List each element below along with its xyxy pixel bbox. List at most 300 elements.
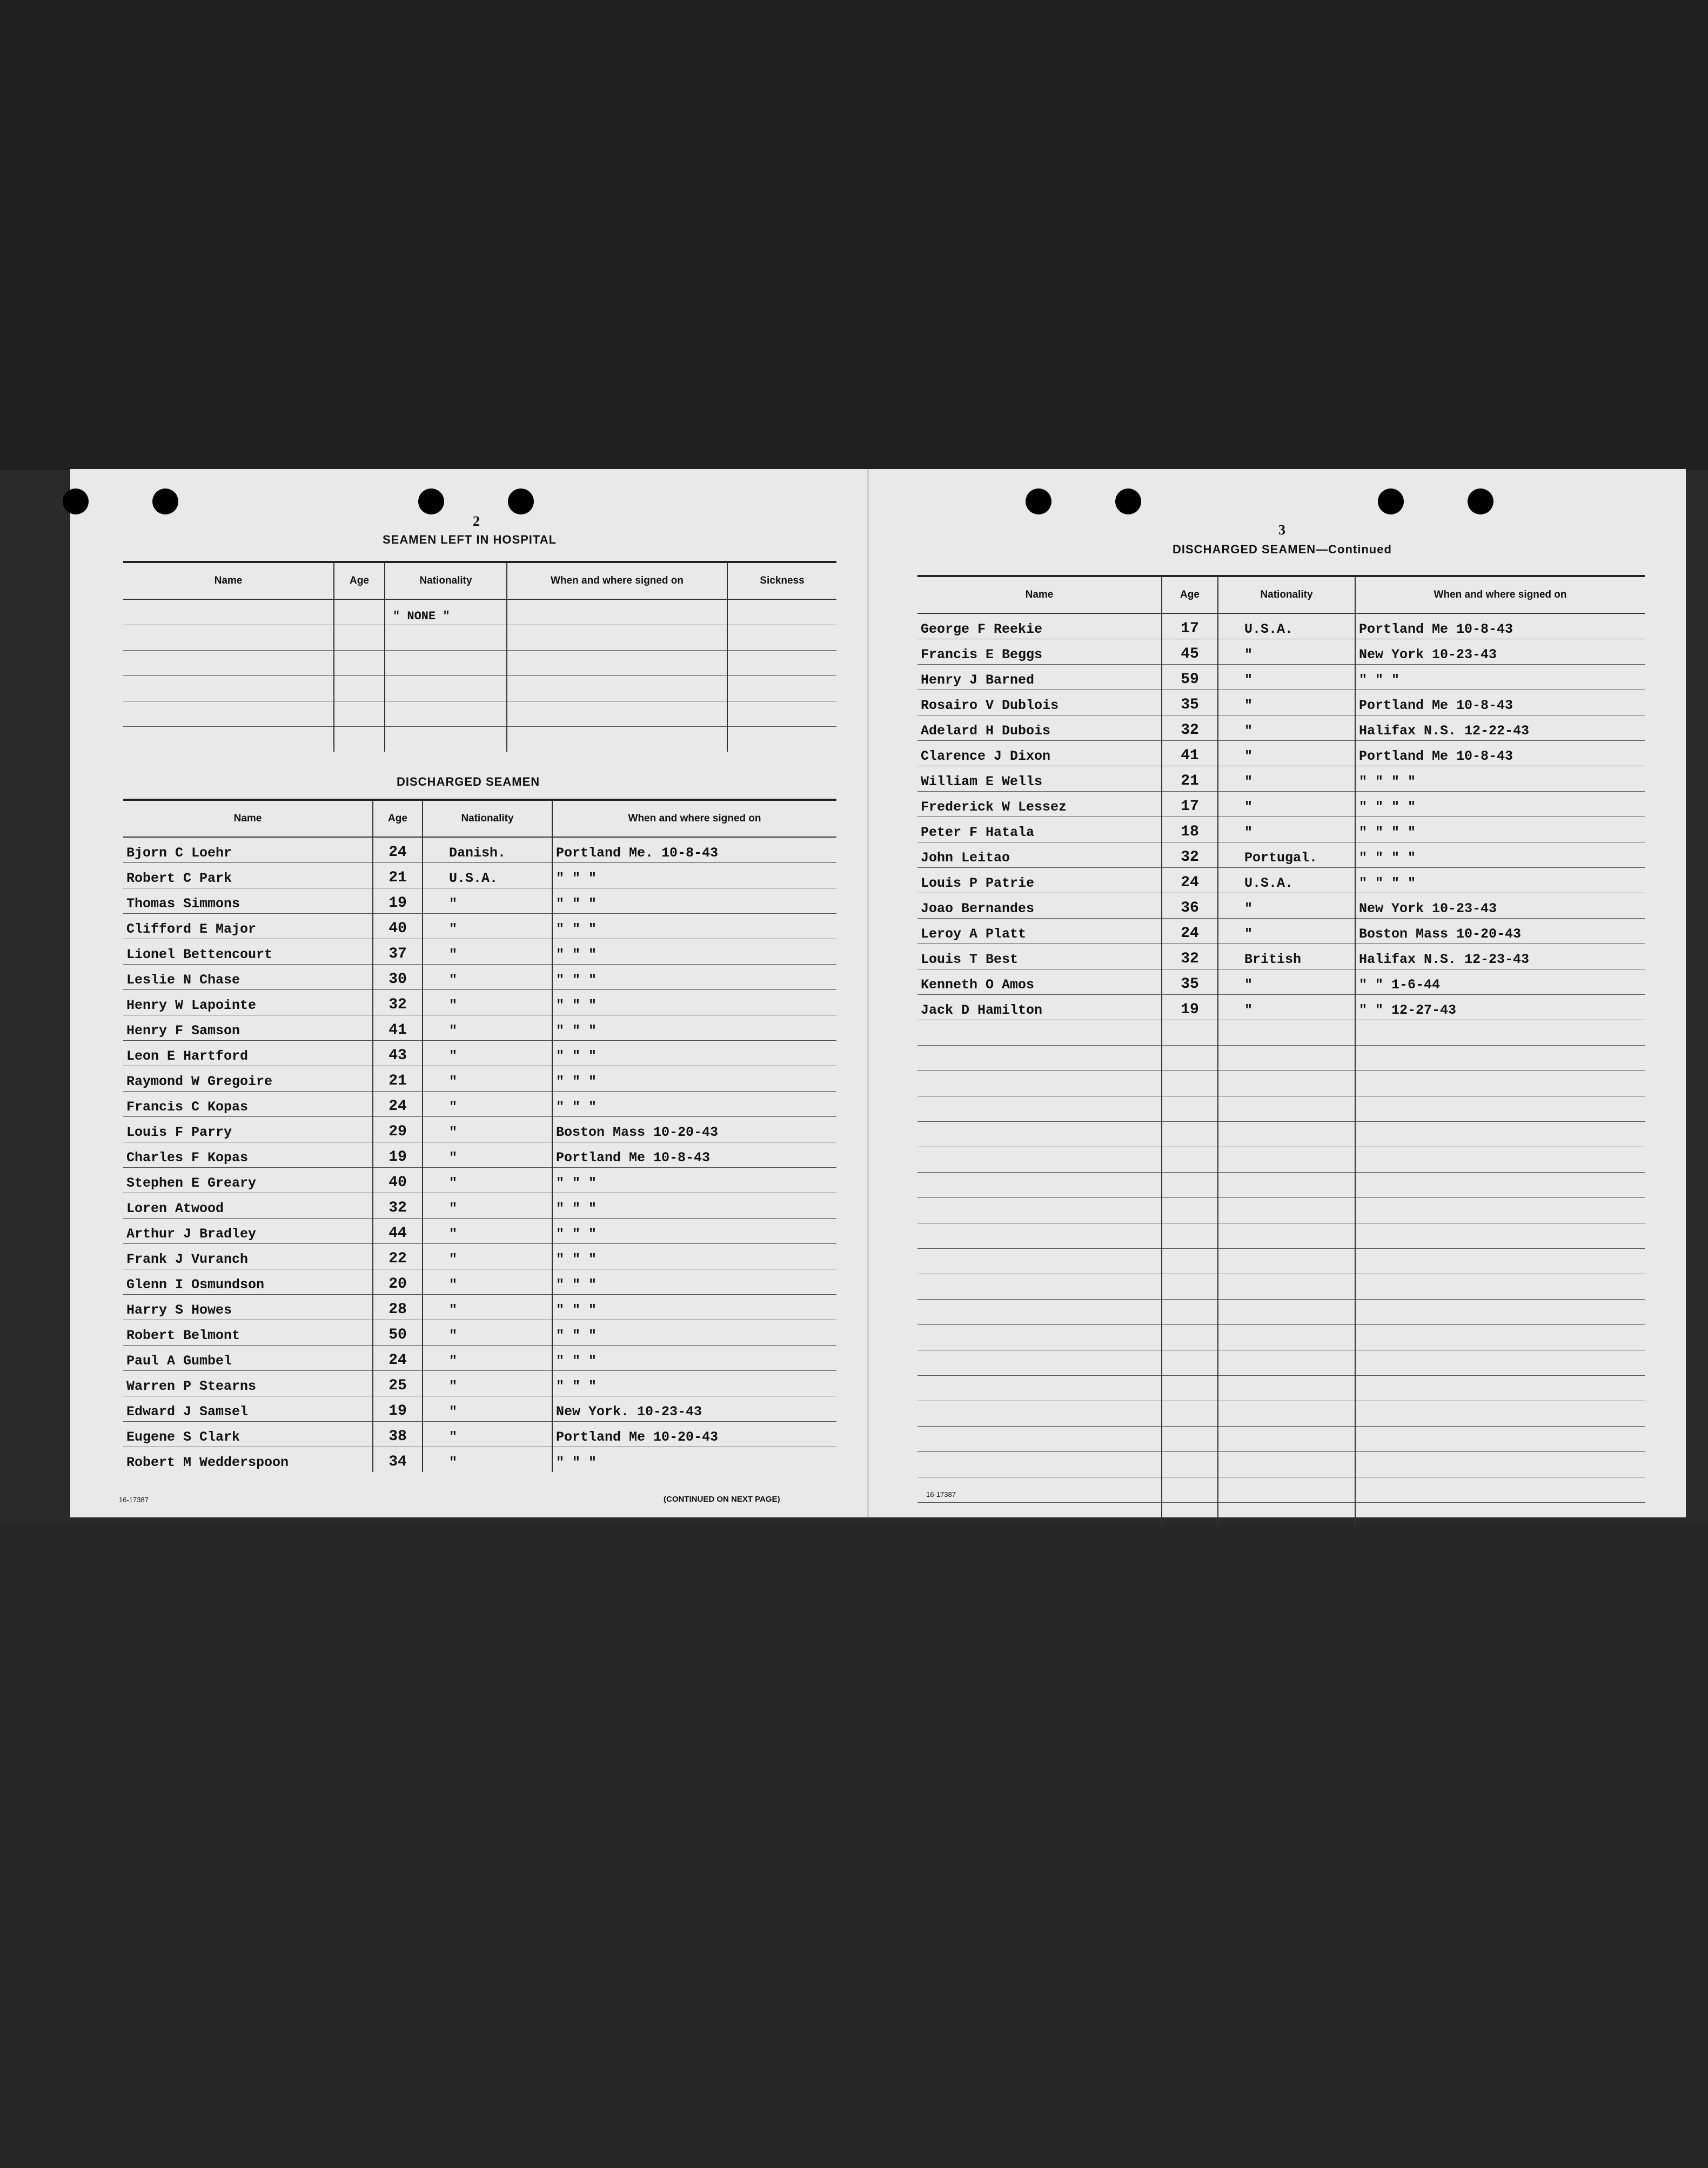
table-row: [123, 625, 836, 651]
cell-name: [917, 1503, 1162, 1528]
cell-age: 17: [1162, 792, 1218, 817]
col-header-age: Age: [1162, 576, 1218, 613]
col-header-signed-on: When and where signed on: [507, 562, 727, 599]
cell-age: 19: [373, 1142, 423, 1168]
cell-nationality: ": [1218, 995, 1355, 1020]
table-row: [917, 690, 1645, 715]
table-row: [123, 1117, 836, 1142]
table-row: [123, 1142, 836, 1168]
none-entry: " NONE ": [385, 599, 507, 625]
table-row: [123, 888, 836, 914]
cell-nationality: ": [423, 914, 552, 939]
table-row: [917, 1503, 1645, 1528]
cell-name: Paul A Gumbel: [123, 1346, 373, 1371]
cell-name: Lionel Bettencourt: [123, 939, 373, 965]
punch-hole-icon: [63, 489, 89, 514]
cell-name: [917, 1020, 1162, 1046]
table-row: [123, 1320, 836, 1346]
cell-signed-on: " " 12-27-43: [1355, 995, 1645, 1020]
cell-nationality: ": [1218, 690, 1355, 715]
cell-name: Henry J Barned: [917, 665, 1162, 690]
cell-name: Robert C Park: [123, 863, 373, 888]
continued-note: (CONTINUED ON NEXT PAGE): [664, 1495, 780, 1504]
punch-hole-icon: [508, 489, 534, 514]
cell-signed-on: Portland Me 10-8-43: [1355, 613, 1645, 639]
cell-nationality: ": [1218, 893, 1355, 919]
cell-name: [917, 1223, 1162, 1249]
cell-age: 34: [373, 1447, 423, 1473]
cell-signed-on: [1355, 1350, 1645, 1376]
cell-age: 44: [373, 1219, 423, 1244]
table-row: [123, 1346, 836, 1371]
cell-nationality: ": [423, 1320, 552, 1346]
table-row: [917, 817, 1645, 842]
cell-signed-on: [1355, 1020, 1645, 1046]
cell-signed-on: " " " ": [1355, 842, 1645, 868]
cell-signed-on: [1355, 1452, 1645, 1477]
cell-name: Leon E Hartford: [123, 1041, 373, 1066]
table-row: [123, 863, 836, 888]
cell-name: [917, 1325, 1162, 1350]
cell-nationality: [1218, 1325, 1355, 1350]
cell-signed-on: " " ": [552, 1193, 836, 1219]
cell-name: Louis F Parry: [123, 1117, 373, 1142]
punch-hole-icon: [1468, 489, 1493, 514]
cell-age: [1162, 1223, 1218, 1249]
cell-nationality: ": [423, 1117, 552, 1142]
cell-age: [1162, 1274, 1218, 1300]
cell-age: 41: [373, 1015, 423, 1041]
cell-age: 28: [373, 1295, 423, 1320]
cell-name: [917, 1300, 1162, 1325]
col-header-name: Name: [214, 575, 243, 586]
cell-signed-on: Portland Me. 10-8-43: [552, 837, 836, 863]
cell-age: 32: [373, 990, 423, 1015]
hospital-title: SEAMEN LEFT IN HOSPITAL: [383, 533, 557, 546]
cell-nationality: ": [1218, 919, 1355, 944]
table-row: [917, 1477, 1645, 1503]
cell-signed-on: [1355, 1046, 1645, 1071]
cell-signed-on: [1355, 1325, 1645, 1350]
cell-name: Clarence J Dixon: [917, 741, 1162, 766]
page-right: [869, 469, 1686, 1517]
cell-age: 32: [1162, 944, 1218, 969]
table-row: [917, 792, 1645, 817]
col-header-name: Name: [233, 813, 262, 824]
cell-name: Joao Bernandes: [917, 893, 1162, 919]
cell-signed-on: " " ": [552, 914, 836, 939]
cell-age: 18: [1162, 817, 1218, 842]
cell-name: Robert Belmont: [123, 1320, 373, 1346]
cell-name: Glenn I Osmundson: [123, 1269, 373, 1295]
table-row: [123, 1447, 836, 1473]
cell-age: 32: [373, 1193, 423, 1219]
cell-signed-on: [1355, 1477, 1645, 1503]
cell-nationality: ": [423, 1396, 552, 1422]
cell-nationality: ": [423, 1219, 552, 1244]
cell-age: 30: [373, 965, 423, 990]
cell-name: Francis C Kopas: [123, 1092, 373, 1117]
cell-signed-on: Halifax N.S. 12-22-43: [1355, 715, 1645, 741]
table-row: [123, 1396, 836, 1422]
table-row: [917, 995, 1645, 1020]
table-row: [123, 1371, 836, 1396]
cell-age: 17: [1162, 613, 1218, 639]
table-row: [123, 1244, 836, 1269]
cell-nationality: ": [1218, 969, 1355, 995]
cell-signed-on: " " ": [552, 1168, 836, 1193]
cell-age: 19: [1162, 995, 1218, 1020]
cell-name: [917, 1071, 1162, 1096]
table-row: [917, 1350, 1645, 1376]
cell-nationality: [1218, 1427, 1355, 1452]
table-row: [123, 1422, 836, 1447]
cell-signed-on: " " ": [552, 1015, 836, 1041]
cell-signed-on: " " ": [552, 1269, 836, 1295]
cell-age: 40: [373, 1168, 423, 1193]
table-row: [123, 1295, 836, 1320]
cell-name: [917, 1096, 1162, 1122]
table-row: [123, 1041, 836, 1066]
cell-signed-on: " " ": [552, 863, 836, 888]
cell-nationality: U.S.A.: [423, 863, 552, 888]
table-row: [917, 1122, 1645, 1147]
cell-name: Harry S Howes: [123, 1295, 373, 1320]
cell-name: John Leitao: [917, 842, 1162, 868]
cell-signed-on: " " ": [552, 990, 836, 1015]
cell-nationality: [1218, 1249, 1355, 1274]
cell-signed-on: [1355, 1223, 1645, 1249]
table-row: [123, 1015, 836, 1041]
cell-signed-on: " " " ": [1355, 817, 1645, 842]
cell-nationality: U.S.A.: [1218, 868, 1355, 893]
cell-signed-on: [1355, 1071, 1645, 1096]
cell-nationality: ": [423, 888, 552, 914]
cell-name: [917, 1046, 1162, 1071]
cell-nationality: U.S.A.: [1218, 613, 1355, 639]
cell-signed-on: Boston Mass 10-20-43: [552, 1117, 836, 1142]
cell-signed-on: " " ": [552, 965, 836, 990]
cell-nationality: [1218, 1147, 1355, 1173]
cell-signed-on: [1355, 1147, 1645, 1173]
punch-hole-icon: [1378, 489, 1404, 514]
cell-age: 21: [373, 1066, 423, 1092]
cell-nationality: ": [423, 1447, 552, 1473]
cell-age: [1162, 1147, 1218, 1173]
cell-name: [917, 1350, 1162, 1376]
cell-name: Eugene S Clark: [123, 1422, 373, 1447]
cell-signed-on: [1355, 1198, 1645, 1223]
cell-nationality: [1218, 1300, 1355, 1325]
table-row: [917, 944, 1645, 969]
cell-signed-on: " " ": [552, 1041, 836, 1066]
page-left: [70, 469, 869, 1517]
punch-hole-icon: [418, 489, 444, 514]
cell-signed-on: " " " ": [1355, 766, 1645, 792]
cell-signed-on: Boston Mass 10-20-43: [1355, 919, 1645, 944]
cell-nationality: ": [1218, 817, 1355, 842]
col-header-sickness: Sickness: [727, 562, 836, 599]
cell-name: [917, 1376, 1162, 1401]
cell-name: Frederick W Lessez: [917, 792, 1162, 817]
cell-name: Leslie N Chase: [123, 965, 373, 990]
cell-name: [917, 1147, 1162, 1173]
cell-signed-on: [1355, 1376, 1645, 1401]
table-row: [123, 939, 836, 965]
discharged-title: DISCHARGED SEAMEN: [397, 775, 540, 788]
table-row: [917, 1427, 1645, 1452]
table-row: [123, 1269, 836, 1295]
cell-age: [1162, 1376, 1218, 1401]
cell-name: [917, 1198, 1162, 1223]
table-row: [917, 893, 1645, 919]
cell-age: 36: [1162, 893, 1218, 919]
form-code: 16-17387: [119, 1496, 149, 1504]
cell-nationality: Portugal.: [1218, 842, 1355, 868]
cell-name: Louis T Best: [917, 944, 1162, 969]
cell-age: [1162, 1173, 1218, 1198]
cell-age: [1162, 1350, 1218, 1376]
cell-signed-on: " " ": [552, 888, 836, 914]
cell-age: 37: [373, 939, 423, 965]
cell-signed-on: Portland Me 10-8-43: [1355, 690, 1645, 715]
cell-name: Raymond W Gregoire: [123, 1066, 373, 1092]
cell-name: [917, 1427, 1162, 1452]
cell-nationality: [1218, 1477, 1355, 1503]
cell-signed-on: " " ": [552, 1092, 836, 1117]
cell-nationality: ": [1218, 665, 1355, 690]
cell-signed-on: Portland Me 10-8-43: [1355, 741, 1645, 766]
cell-signed-on: " " ": [552, 1447, 836, 1473]
cell-signed-on: Portland Me 10-8-43: [552, 1142, 836, 1168]
cell-nationality: ": [423, 1269, 552, 1295]
table-row: [123, 676, 836, 701]
cell-signed-on: " " ": [552, 1244, 836, 1269]
cell-name: Loren Atwood: [123, 1193, 373, 1219]
cell-signed-on: [1355, 1300, 1645, 1325]
cell-signed-on: " " ": [552, 1371, 836, 1396]
cell-nationality: British: [1218, 944, 1355, 969]
cell-signed-on: " " ": [552, 1346, 836, 1371]
table-row: [917, 1020, 1645, 1046]
cell-signed-on: " " ": [552, 1219, 836, 1244]
table-row: [917, 1071, 1645, 1096]
cell-name: Robert M Wedderspoon: [123, 1447, 373, 1473]
cell-nationality: [1218, 1274, 1355, 1300]
cell-nationality: ": [423, 1168, 552, 1193]
cell-age: 19: [373, 888, 423, 914]
cell-age: [1162, 1427, 1218, 1452]
cell-age: 32: [1162, 842, 1218, 868]
cell-age: 41: [1162, 741, 1218, 766]
cell-nationality: ": [423, 1244, 552, 1269]
table-row: [123, 965, 836, 990]
cell-name: Louis P Patrie: [917, 868, 1162, 893]
table-row: [917, 969, 1645, 995]
cell-signed-on: New York 10-23-43: [1355, 893, 1645, 919]
table-row: [917, 1452, 1645, 1477]
cell-nationality: ": [423, 939, 552, 965]
cell-signed-on: " " 1-6-44: [1355, 969, 1645, 995]
cell-signed-on: " " ": [552, 939, 836, 965]
col-header-name: Name: [1025, 589, 1054, 600]
cell-signed-on: " " " ": [1355, 792, 1645, 817]
cell-name: Francis E Beggs: [917, 639, 1162, 665]
cell-signed-on: Halifax N.S. 12-23-43: [1355, 944, 1645, 969]
cell-age: [1162, 1477, 1218, 1503]
cell-nationality: ": [1218, 792, 1355, 817]
cell-age: 24: [1162, 868, 1218, 893]
cell-age: [1162, 1020, 1218, 1046]
table-row: [123, 727, 836, 752]
cell-name: [917, 1274, 1162, 1300]
table-row: [917, 1046, 1645, 1071]
discharged-table: [123, 799, 836, 1472]
cell-nationality: ": [423, 1015, 552, 1041]
cell-age: [1162, 1046, 1218, 1071]
cell-signed-on: New York 10-23-43: [1355, 639, 1645, 665]
cell-name: Arthur J Bradley: [123, 1219, 373, 1244]
cell-age: 45: [1162, 639, 1218, 665]
cell-name: Henry W Lapointe: [123, 990, 373, 1015]
page-number: 2: [473, 513, 480, 529]
cell-age: [1162, 1198, 1218, 1223]
cell-nationality: [1218, 1401, 1355, 1427]
cell-nationality: ": [423, 1371, 552, 1396]
punch-hole-icon: [1026, 489, 1051, 514]
cell-name: [917, 1452, 1162, 1477]
cell-nationality: ": [423, 1295, 552, 1320]
col-header-signed-on: When and where signed on: [552, 800, 836, 837]
cell-nationality: ": [1218, 741, 1355, 766]
cell-signed-on: " " ": [552, 1066, 836, 1092]
cell-nationality: ": [423, 965, 552, 990]
table-row: [123, 1168, 836, 1193]
cell-age: 32: [1162, 715, 1218, 741]
table-row: [917, 919, 1645, 944]
cell-name: Rosairo V Dublois: [917, 690, 1162, 715]
cell-age: [1162, 1503, 1218, 1528]
punch-hole-icon: [1115, 489, 1141, 514]
cell-signed-on: [1355, 1503, 1645, 1528]
cell-nationality: ": [423, 990, 552, 1015]
col-header-nationality: Nationality: [385, 562, 507, 599]
cell-name: Leroy A Platt: [917, 919, 1162, 944]
cell-name: Warren P Stearns: [123, 1371, 373, 1396]
col-header-signed-on: When and where signed on: [1355, 576, 1645, 613]
cell-age: [1162, 1401, 1218, 1427]
cell-nationality: [1218, 1046, 1355, 1071]
table-row: [917, 766, 1645, 792]
table-row: [917, 665, 1645, 690]
cell-nationality: ": [1218, 766, 1355, 792]
cell-age: [1162, 1452, 1218, 1477]
cell-name: Kenneth O Amos: [917, 969, 1162, 995]
table-row: [917, 715, 1645, 741]
cell-name: Adelard H Dubois: [917, 715, 1162, 741]
cell-name: George F Reekie: [917, 613, 1162, 639]
cell-nationality: ": [423, 1142, 552, 1168]
cell-age: 35: [1162, 690, 1218, 715]
cell-name: Clifford E Major: [123, 914, 373, 939]
table-row: [123, 1193, 836, 1219]
cell-name: Charles F Kopas: [123, 1142, 373, 1168]
cell-nationality: [1218, 1198, 1355, 1223]
cell-age: [1162, 1325, 1218, 1350]
cell-age: 29: [373, 1117, 423, 1142]
table-row: [917, 1401, 1645, 1427]
cell-age: 43: [373, 1041, 423, 1066]
punch-hole-icon: [152, 489, 178, 514]
cell-signed-on: [1355, 1096, 1645, 1122]
cell-signed-on: [1355, 1122, 1645, 1147]
table-row: [123, 651, 836, 676]
col-header-nationality: Nationality: [423, 800, 552, 837]
cell-name: [917, 1249, 1162, 1274]
cell-name: [917, 1173, 1162, 1198]
cell-nationality: [1218, 1452, 1355, 1477]
cell-signed-on: [1355, 1173, 1645, 1198]
cell-name: [917, 1477, 1162, 1503]
table-row: [123, 990, 836, 1015]
cell-nationality: ": [423, 1346, 552, 1371]
form-code: 16-17387: [926, 1490, 956, 1498]
table-row: [917, 1325, 1645, 1350]
cell-nationality: ": [423, 1041, 552, 1066]
table-row: [123, 701, 836, 727]
cell-signed-on: " " " ": [1355, 868, 1645, 893]
page-number: 3: [1278, 522, 1285, 538]
cell-name: Jack D Hamilton: [917, 995, 1162, 1020]
cell-name: [917, 1122, 1162, 1147]
cell-age: 20: [373, 1269, 423, 1295]
cell-name: Edward J Samsel: [123, 1396, 373, 1422]
cell-age: [1162, 1096, 1218, 1122]
cell-age: 25: [373, 1371, 423, 1396]
cell-nationality: [1218, 1122, 1355, 1147]
cell-age: [1162, 1071, 1218, 1096]
table-row: [123, 837, 836, 863]
table-row: [917, 613, 1645, 639]
cell-age: 38: [373, 1422, 423, 1447]
cell-signed-on: [1355, 1401, 1645, 1427]
cell-signed-on: [1355, 1249, 1645, 1274]
cell-nationality: ": [423, 1193, 552, 1219]
cell-name: Frank J Vuranch: [123, 1244, 373, 1269]
cell-age: [1162, 1122, 1218, 1147]
cell-nationality: [1218, 1503, 1355, 1528]
cell-name: Thomas Simmons: [123, 888, 373, 914]
cell-name: William E Wells: [917, 766, 1162, 792]
table-row: [917, 1173, 1645, 1198]
table-row: [917, 868, 1645, 893]
cell-nationality: ": [423, 1066, 552, 1092]
cell-signed-on: " " ": [1355, 665, 1645, 690]
continued-title: DISCHARGED SEAMEN—Continued: [1173, 543, 1392, 556]
cell-age: 21: [1162, 766, 1218, 792]
table-row: [917, 1376, 1645, 1401]
cell-signed-on: Portland Me 10-20-43: [552, 1422, 836, 1447]
cell-name: Peter F Hatala: [917, 817, 1162, 842]
table-row: [917, 1147, 1645, 1173]
table-row: [917, 1198, 1645, 1223]
cell-age: [1162, 1249, 1218, 1274]
cell-age: 24: [373, 1092, 423, 1117]
table-row: [917, 639, 1645, 665]
col-header-nationality: Nationality: [1218, 576, 1355, 613]
cell-nationality: [1218, 1350, 1355, 1376]
cell-age: 19: [373, 1396, 423, 1422]
